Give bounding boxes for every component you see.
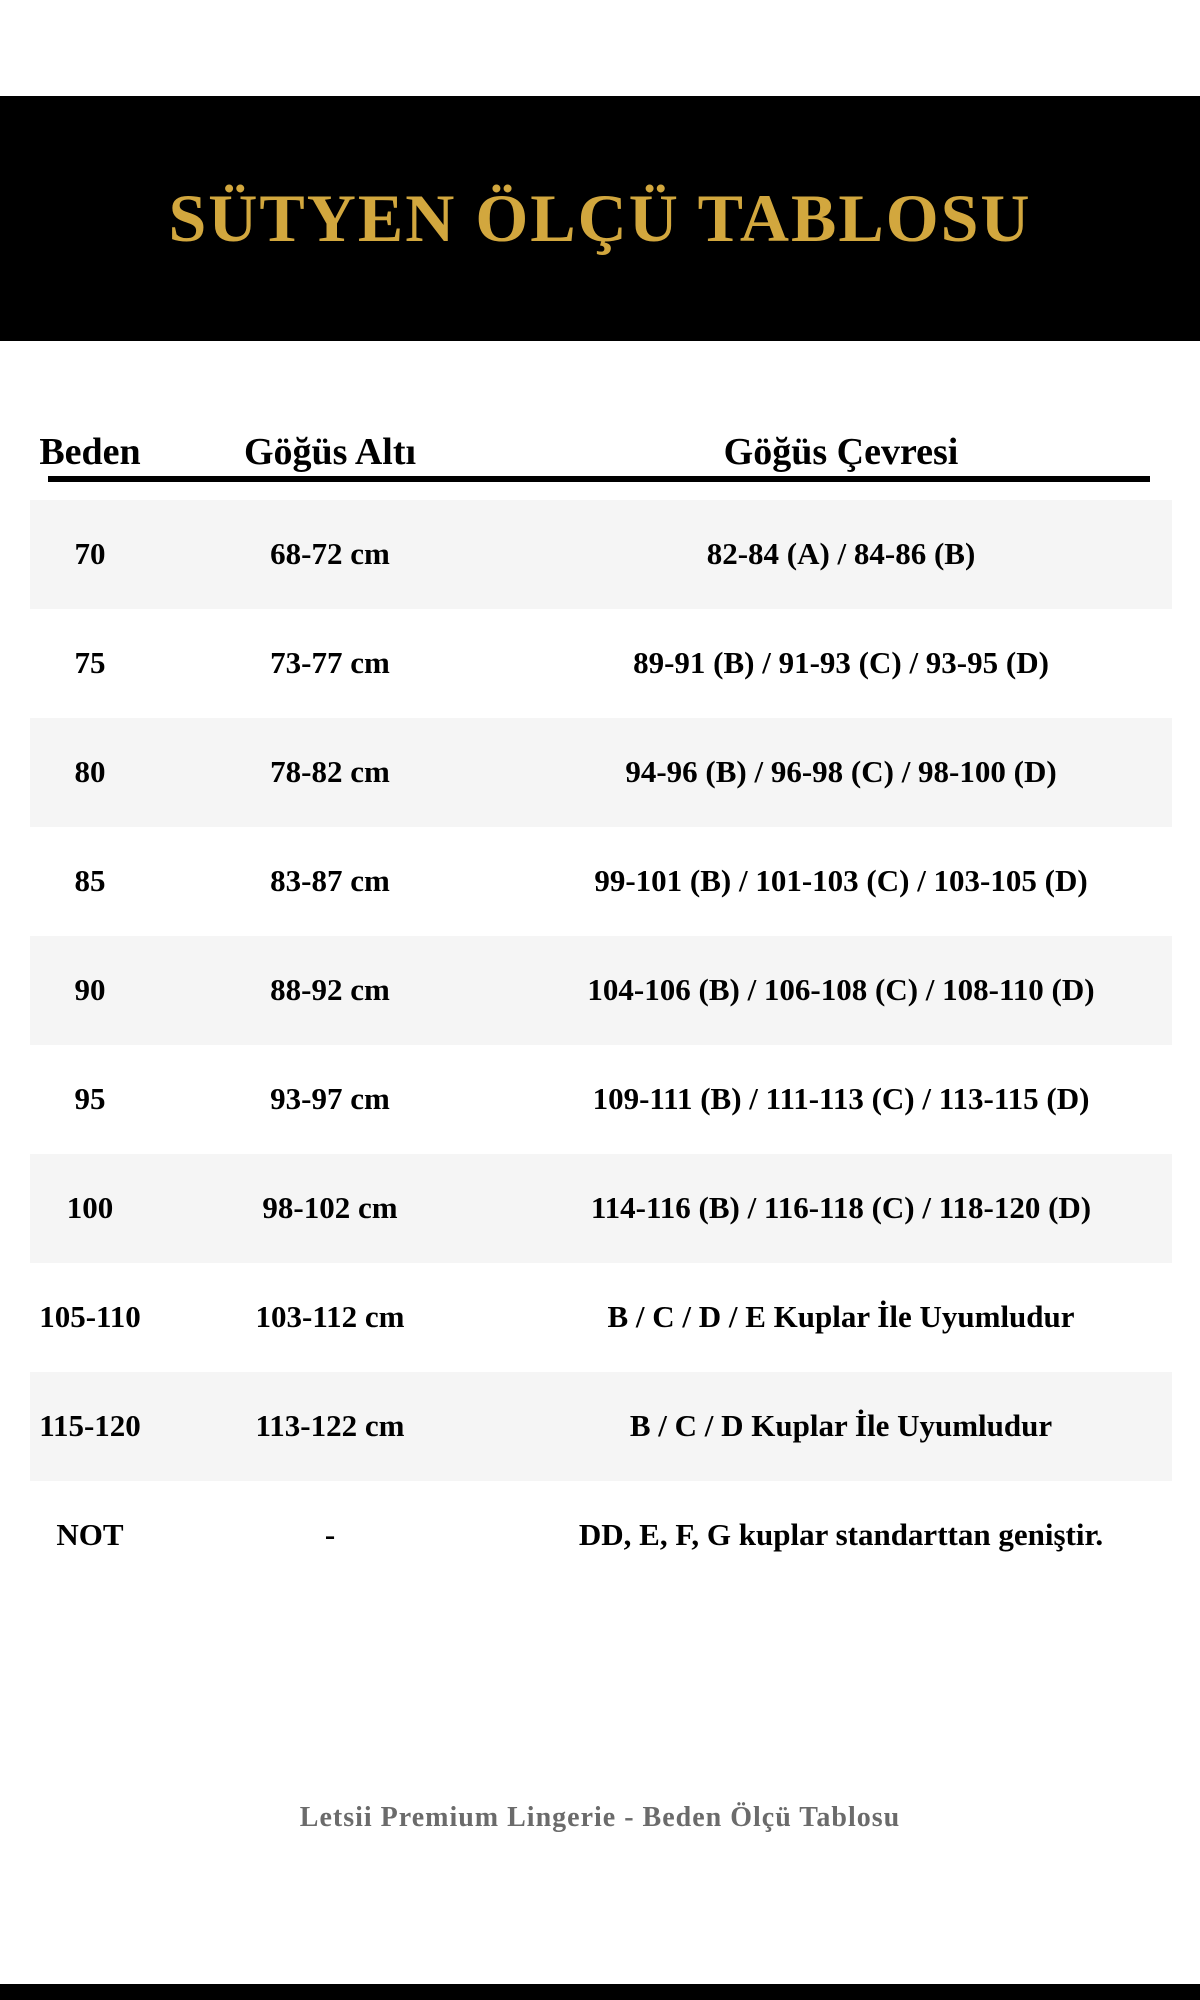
cell-gogus-cevresi: B / C / D Kuplar İle Uyumludur (629, 1408, 1053, 1444)
cell-gogus-cevresi: DD, E, F, G kuplar standarttan geniştir. (578, 1517, 1104, 1553)
cell-gogus-alti: 88-92 cm (270, 972, 390, 1008)
cell-gogus-cevresi: 82-84 (A) / 84-86 (B) (706, 536, 976, 572)
cell-gogus-cevresi: B / C / D / E Kuplar İle Uyumludur (607, 1299, 1075, 1335)
cell-beden: 95 (74, 1081, 106, 1117)
cell-gogus-alti: 68-72 cm (270, 536, 390, 572)
cell-gogus-cevresi: 89-91 (B) / 91-93 (C) / 93-95 (D) (633, 645, 1049, 681)
table-row (30, 936, 1172, 1045)
table-row (30, 609, 1172, 718)
table-row (30, 718, 1172, 827)
table-row (30, 1045, 1172, 1154)
cell-gogus-cevresi: 104-106 (B) / 106-108 (C) / 108-110 (D) (587, 972, 1095, 1008)
cell-beden: 90 (74, 972, 106, 1008)
cell-beden: 115-120 (39, 1408, 141, 1444)
cell-gogus-alti: 113-122 cm (255, 1408, 405, 1444)
cell-beden: 85 (74, 863, 106, 899)
cell-beden: 75 (74, 645, 106, 681)
cell-gogus-alti: 78-82 cm (270, 754, 390, 790)
cell-beden: 100 (66, 1190, 114, 1226)
cell-beden: NOT (56, 1517, 124, 1553)
bottom-bar (0, 1984, 1200, 2000)
cell-gogus-alti: 73-77 cm (270, 645, 390, 681)
table-body (30, 500, 1172, 1590)
table-row (30, 1372, 1172, 1481)
table-row (30, 1154, 1172, 1263)
table-row (30, 1481, 1172, 1590)
footer-text: Letsii Premium Lingerie - Beden Ölçü Tablosu (299, 1802, 901, 1833)
header-cell-gogus-cevresi: Göğüs Çevresi (723, 431, 959, 474)
cell-gogus-alti: 103-112 cm (255, 1299, 405, 1335)
header-underline (48, 476, 1150, 482)
table-header-row (30, 408, 1172, 474)
header-cell-beden: Beden (39, 431, 141, 474)
cell-gogus-alti: - (324, 1517, 336, 1553)
cell-gogus-cevresi: 114-116 (B) / 116-118 (C) / 118-120 (D) (590, 1190, 1092, 1226)
title-band (0, 96, 1200, 341)
cell-gogus-cevresi: 99-101 (B) / 101-103 (C) / 103-105 (D) (594, 863, 1088, 899)
cell-beden: 105-110 (39, 1299, 141, 1335)
cell-gogus-cevresi: 109-111 (B) / 111-113 (C) / 113-115 (D) (592, 1081, 1090, 1117)
table-row (30, 827, 1172, 936)
table-row (30, 1263, 1172, 1372)
cell-beden: 80 (74, 754, 106, 790)
cell-gogus-alti: 83-87 cm (270, 863, 390, 899)
table-row (30, 500, 1172, 609)
cell-gogus-alti: 98-102 cm (262, 1190, 398, 1226)
cell-gogus-alti: 93-97 cm (270, 1081, 390, 1117)
cell-beden: 70 (74, 536, 106, 572)
header-cell-gogus-alti: Göğüs Altı (243, 431, 417, 474)
cell-gogus-cevresi: 94-96 (B) / 96-98 (C) / 98-100 (D) (625, 754, 1057, 790)
page-title: SÜTYEN ÖLÇÜ TABLOSU (168, 180, 1032, 256)
